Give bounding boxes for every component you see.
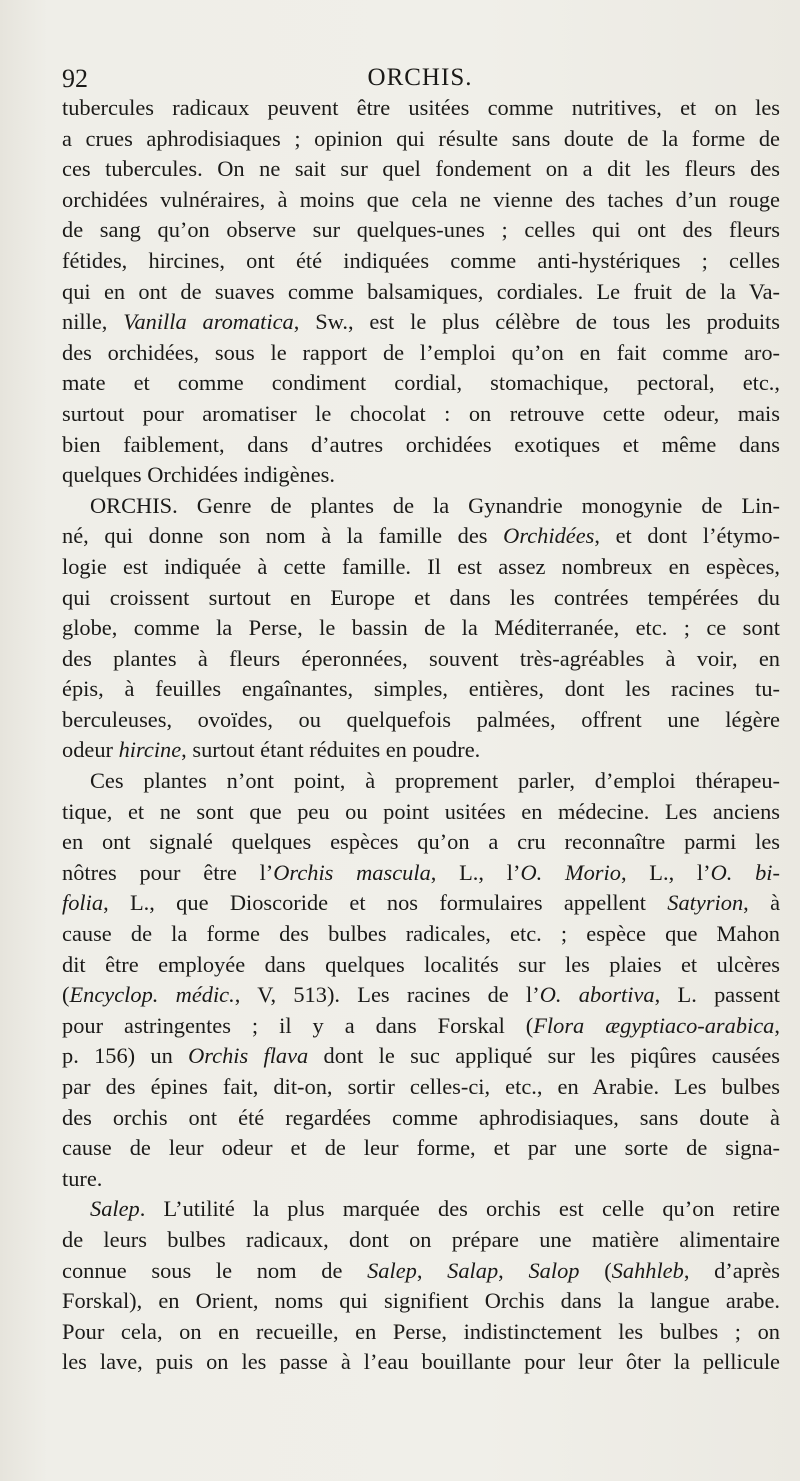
- page-number: 92: [62, 64, 88, 93]
- text-line: [62, 460, 780, 491]
- text-line: [62, 124, 780, 155]
- text-line: [62, 307, 780, 338]
- text-line: [62, 154, 780, 185]
- text-line: [62, 858, 780, 889]
- italic-text: O. abortiva: [539, 982, 655, 1008]
- body-text: [62, 93, 780, 1378]
- text-line: [62, 827, 780, 858]
- text-line: [62, 888, 780, 919]
- italic-text: Salop: [528, 1257, 580, 1283]
- text-segment: de sang qu’on observe sur quelques-unes ; celles qui ont des fleurs: [62, 217, 780, 243]
- text-segment: ces tubercules. On ne sait sur quel fondement on a dit les fleurs des: [62, 156, 780, 182]
- text-line: [62, 430, 780, 461]
- text-segment: , V, 513). Les racines de l’: [234, 982, 540, 1008]
- text-segment: cause de la forme des bulbes radicales, etc. ; espèce que Mahon: [62, 921, 780, 947]
- text-segment: ,: [498, 1257, 529, 1283]
- text-segment: , L. passent: [654, 982, 781, 1008]
- text-segment: berculeuses, ovoïdes, ou quelquefois palmées, offrent une légère: [62, 706, 780, 732]
- text-line: [62, 1133, 780, 1164]
- text-line: [62, 583, 780, 614]
- text-line: [62, 1317, 780, 1348]
- text-line: [62, 1225, 780, 1256]
- italic-text: O. Morio: [520, 859, 621, 885]
- italic-text: Sahhleb: [611, 1257, 684, 1283]
- text-line: [62, 1347, 780, 1378]
- text-segment: , à: [743, 890, 781, 916]
- text-line: [62, 735, 780, 766]
- text-segment: qui croissent surtout en Europe et dans les contrées tempérées du: [62, 584, 780, 610]
- text-segment: Forskal), en Orient, noms qui signifient Orchis dans la langue arabe.: [62, 1288, 780, 1314]
- text-line: [62, 246, 780, 277]
- text-segment: bien faiblement, dans d’autres orchidées exotiques et même dans: [62, 431, 780, 457]
- running-head: ORCHIS.: [367, 64, 473, 91]
- italic-text: Satyrion: [667, 890, 744, 916]
- text-line: [62, 1194, 780, 1225]
- text-segment: pour astringentes ; il y a dans Forskal (: [62, 1012, 534, 1038]
- text-line: [62, 185, 780, 216]
- text-segment: orchidées vulnéraires, à moins que cela ne vienne des taches d’un rouge: [62, 186, 780, 212]
- text-segment: surtout pour aromatiser le chocolat : on retrouve cette odeur, mais: [62, 400, 780, 426]
- text-segment: par des épines fait, dit-on, sortir celles-ci, etc., en Arabie. Les bulbes: [62, 1074, 780, 1099]
- text-segment: ORCHIS. Genre de plantes de la Gynandrie monogynie de Lin-: [90, 492, 780, 518]
- text-line: [62, 93, 780, 124]
- text-line: [62, 368, 780, 399]
- italic-text: Flora ægyptiaco-arabica: [533, 1012, 775, 1038]
- text-segment: tubercules radicaux peuvent être usitées comme nutritives, et on les: [62, 95, 780, 120]
- text-segment: odeur: [62, 737, 119, 763]
- text-line: [62, 491, 780, 522]
- text-segment: des plantes à fleurs éperonnées, souvent très-agréables à voir, en: [62, 645, 780, 671]
- text-segment: , L., l’: [430, 859, 521, 885]
- text-segment: des orchis ont été regardées comme aphrodisiaques, sans doute à: [62, 1104, 780, 1130]
- text-line: [62, 919, 780, 950]
- text-segment: ture.: [62, 1165, 103, 1191]
- text-segment: né, qui donne son nom à la famille des: [62, 523, 504, 549]
- text-segment: épis, à feuilles engaînantes, simples, entières, dont les racines tu-: [62, 676, 780, 702]
- text-line: [62, 950, 780, 981]
- text-segment: nôtres pour être l’: [62, 859, 274, 885]
- text-segment: , L., l’: [620, 859, 711, 885]
- text-line: [62, 613, 780, 644]
- text-segment: ,: [774, 1012, 780, 1038]
- text-segment: cause de leur odeur et de leur forme, et par une sorte de signa-: [62, 1135, 780, 1161]
- text-segment: , d’après: [683, 1257, 781, 1283]
- italic-text: Salep: [367, 1257, 417, 1283]
- italic-text: Orchidées: [503, 523, 595, 549]
- text-line: [62, 797, 780, 828]
- text-segment: (: [579, 1257, 612, 1283]
- italic-text: Salap: [447, 1257, 499, 1283]
- text-segment: connue sous le nom de: [62, 1257, 368, 1283]
- text-segment: quelques Orchidées indigènes.: [62, 462, 335, 488]
- text-line: [62, 1011, 780, 1042]
- italic-text: Orchis mascula: [273, 859, 431, 885]
- text-segment: logie est indiquée à cette famille. Il est assez nombreux en espèces,: [62, 553, 780, 579]
- text-line: [62, 674, 780, 705]
- text-line: [62, 1041, 780, 1072]
- text-line: [62, 1256, 780, 1287]
- text-segment: , et dont l’étymo-: [594, 523, 780, 549]
- text-segment: des orchidées, sous le rapport de l’emploi qu’on en fait comme aro-: [62, 339, 780, 365]
- text-line: [62, 1103, 780, 1134]
- italic-text: Vanilla aromatica: [123, 309, 294, 335]
- text-segment: en ont signalé quelques espèces qu’on a cru reconnaître parmi les: [62, 829, 780, 855]
- text-line: [62, 1286, 780, 1317]
- text-line: [62, 277, 780, 308]
- text-segment: tique, et ne sont que peu ou point usitées en médecine. Les anciens: [62, 798, 780, 824]
- italic-text: Encyclop. médic.: [69, 982, 235, 1008]
- text-line: [62, 521, 780, 552]
- text-segment: p. 156) un: [62, 1043, 189, 1069]
- text-segment: . L’utilité la plus marquée des orchis est celle qu’on retire: [139, 1196, 780, 1222]
- text-segment: qui en ont de suaves comme balsamiques, cordiales. Le fruit de la Va-: [62, 278, 780, 304]
- text-segment: , Sw., est le plus célèbre de tous les produits: [293, 309, 780, 335]
- text-segment: Pour cela, on en recueille, en Perse, indistinctement les bulbes ; on: [62, 1318, 780, 1344]
- text-segment: mate et comme condiment cordial, stomachique, pectoral, etc.,: [62, 370, 780, 396]
- text-line: [62, 338, 780, 369]
- text-segment: dont le suc appliqué sur les piqûres causées: [308, 1043, 780, 1069]
- text-segment: a crues aphrodisiaques ; opinion qui résulte sans doute de la forme de: [62, 125, 780, 151]
- text-segment: , L., que Dioscoride et nos formulaires appellent: [103, 890, 668, 916]
- text-segment: les lave, puis on les passe à l’eau bouillante pour leur ôter la pellicule: [62, 1349, 780, 1375]
- text-line: [62, 705, 780, 736]
- text-segment: de leurs bulbes radicaux, dont on prépare une matière alimentaire: [62, 1226, 780, 1252]
- text-line: [62, 1164, 780, 1195]
- text-segment: ,: [416, 1257, 448, 1283]
- text-line: [62, 215, 780, 246]
- text-line: [62, 980, 780, 1011]
- italic-text: Salep: [90, 1196, 140, 1222]
- text-segment: nille,: [62, 309, 124, 335]
- italic-text: O. bi-: [710, 859, 780, 885]
- italic-text: folia: [62, 890, 104, 916]
- text-segment: dit être employée dans quelques localités sur les plaies et ulcères: [62, 951, 780, 977]
- text-line: [62, 399, 780, 430]
- text-segment: fétides, hircines, ont été indiquées comme anti-hystériques ; celles: [62, 247, 780, 273]
- italic-text: hircine: [118, 737, 182, 763]
- italic-text: Orchis flava: [188, 1043, 309, 1069]
- text-line: [62, 552, 780, 583]
- text-segment: (: [62, 982, 70, 1008]
- text-segment: globe, comme la Perse, le bassin de la Méditerranée, etc. ; ce sont: [62, 615, 780, 641]
- text-segment: Ces plantes n’ont point, à proprement parler, d’emploi thérapeu-: [90, 768, 780, 794]
- page-header: [0, 56, 800, 96]
- text-line: [62, 1072, 780, 1103]
- text-line: [62, 766, 780, 797]
- text-segment: , surtout étant réduites en poudre.: [181, 737, 481, 763]
- text-line: [62, 644, 780, 675]
